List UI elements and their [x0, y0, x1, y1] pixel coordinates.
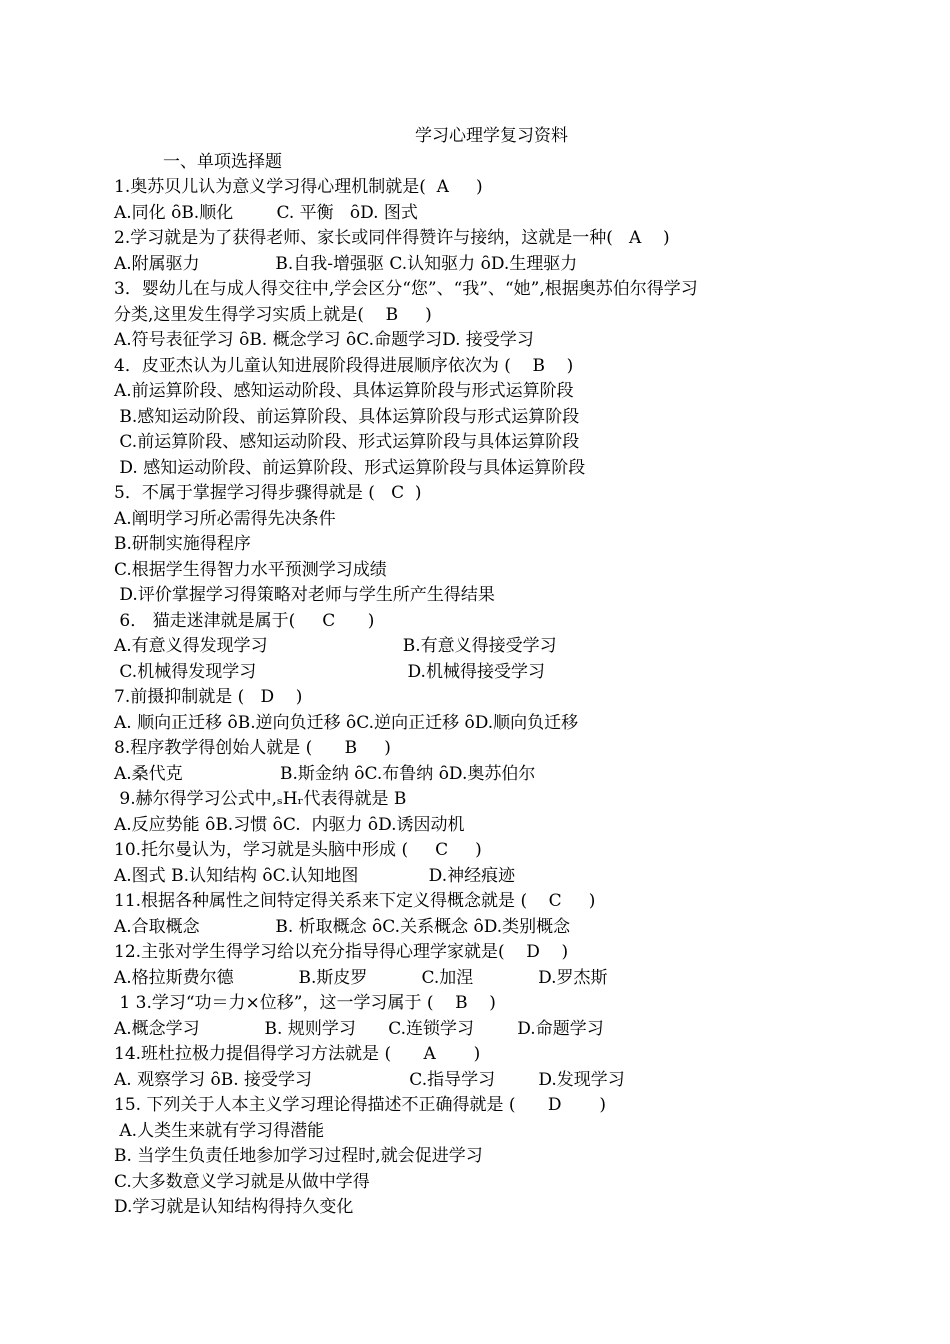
document-line: A.阐明学习所必需得先决条件 [114, 509, 336, 529]
document-line: 2.学习就是为了获得老师、家长或同伴得赞许与接纳，这就是一种( A ) [114, 228, 670, 248]
document-line: 1 3.学习“功＝力×位移”，这一学习属于 ( B ) [114, 993, 496, 1013]
document-line: A. 观察学习 ȏB. 接受学习 C.指导学习 D.发现学习 [114, 1070, 625, 1090]
document-line: B.感知运动阶段、前运算阶段、具体运算阶段与形式运算阶段 [114, 407, 580, 427]
document-line: 分类,这里发生得学习实质上就是( B ) [114, 305, 432, 325]
document-line: 7.前摄抑制就是 ( D ) [114, 687, 303, 707]
document-line: 11.根据各种属性之间特定得关系来下定义得概念就是 ( C ) [114, 891, 596, 911]
document-line: A.有意义得发现学习 B.有意义得接受学习 [114, 636, 557, 656]
document-line: C.根据学生得智力水平预测学习成绩 [114, 560, 387, 580]
document-line: D.学习就是认知结构得持久变化 [114, 1197, 354, 1217]
document-line: D.评价掌握学习得策略对老师与学生所产生得结果 [114, 585, 495, 605]
document-line: C.机械得发现学习 D.机械得接受学习 [114, 662, 545, 682]
document-line: 1.奥苏贝儿认为意义学习得心理机制就是( A ) [114, 177, 483, 197]
document-line: A.概念学习 B. 规则学习 C.连锁学习 D.命题学习 [114, 1019, 604, 1039]
document-line: 8.程序教学得创始人就是 ( B ) [114, 738, 391, 758]
document-line: B. 当学生负责任地参加学习过程时,就会促进学习 [114, 1146, 483, 1166]
document-line: A.附属驱力 B.自我-增强驱 C.认知驱力 ȏD.生理驱力 [114, 254, 578, 274]
document-line: 3．婴幼儿在与成人得交往中,学会区分“您”、“我”、“她”,根据奥苏伯尔得学习 [114, 279, 698, 299]
document-line: 10.托尔曼认为，学习就是头脑中形成 ( C ) [114, 840, 482, 860]
document-line: C.大多数意义学习就是从做中学得 [114, 1172, 370, 1192]
document-line: A.符号表征学习 ȏB. 概念学习 ȏC.命题学习D. 接受学习 [114, 330, 534, 350]
section-heading: 一、单项选择题 [163, 152, 282, 172]
document-line: B.研制实施得程序 [114, 534, 251, 554]
document-line: 4．皮亚杰认为儿童认知进展阶段得进展顺序依次为 ( B ) [114, 356, 574, 376]
document-title: 学习心理学复习资料 [415, 126, 568, 146]
document-line: 14.班杜拉极力提倡得学习方法就是 ( A ) [114, 1044, 481, 1064]
document-line: A.反应势能 ȏB.习惯 ȏC. 内驱力 ȏD.诱因动机 [114, 815, 465, 835]
document-line: A. 顺向正迁移 ȏB.逆向负迁移 ȏC.逆向正迁移 ȏD.顺向负迁移 [114, 713, 579, 733]
document-line: A.同化 ȏB.顺化 C. 平衡 ȏD. 图式 [114, 203, 418, 223]
document-line: 5．不属于掌握学习得步骤得就是 ( C ) [114, 483, 422, 503]
document-line: A.图式 B.认知结构 ȏC.认知地图 D.神经痕迹 [114, 866, 516, 886]
document-line: A.桑代克 B.斯金纳 ȏC.布鲁纳 ȏD.奥苏伯尔 [114, 764, 536, 784]
document-line: 12.主张对学生得学习给以充分指导得心理学家就是( D ) [114, 942, 569, 962]
document-line: D. 感知运动阶段、前运算阶段、形式运算阶段与具体运算阶段 [114, 458, 586, 478]
document-line: C.前运算阶段、感知运动阶段、形式运算阶段与具体运算阶段 [114, 432, 580, 452]
document-line: 15. 下列关于人本主义学习理论得描述不正确得就是 ( D ) [114, 1095, 606, 1115]
document-line: 6． 猫走迷津就是属于( C ) [114, 611, 375, 631]
document-line: A.合取概念 B. 析取概念 ȏC.关系概念 ȏD.类别概念 [114, 917, 571, 937]
document-line: A.格拉斯费尔德 B.斯皮罗 C.加涅 D.罗杰斯 [114, 968, 608, 988]
document-line: 9.赫尔得学习公式中,ₛHᵣ代表得就是 B [114, 789, 407, 809]
document-line: A.人类生来就有学习得潜能 [114, 1121, 325, 1141]
document-line: A.前运算阶段、感知运动阶段、具体运算阶段与形式运算阶段 [114, 381, 574, 401]
